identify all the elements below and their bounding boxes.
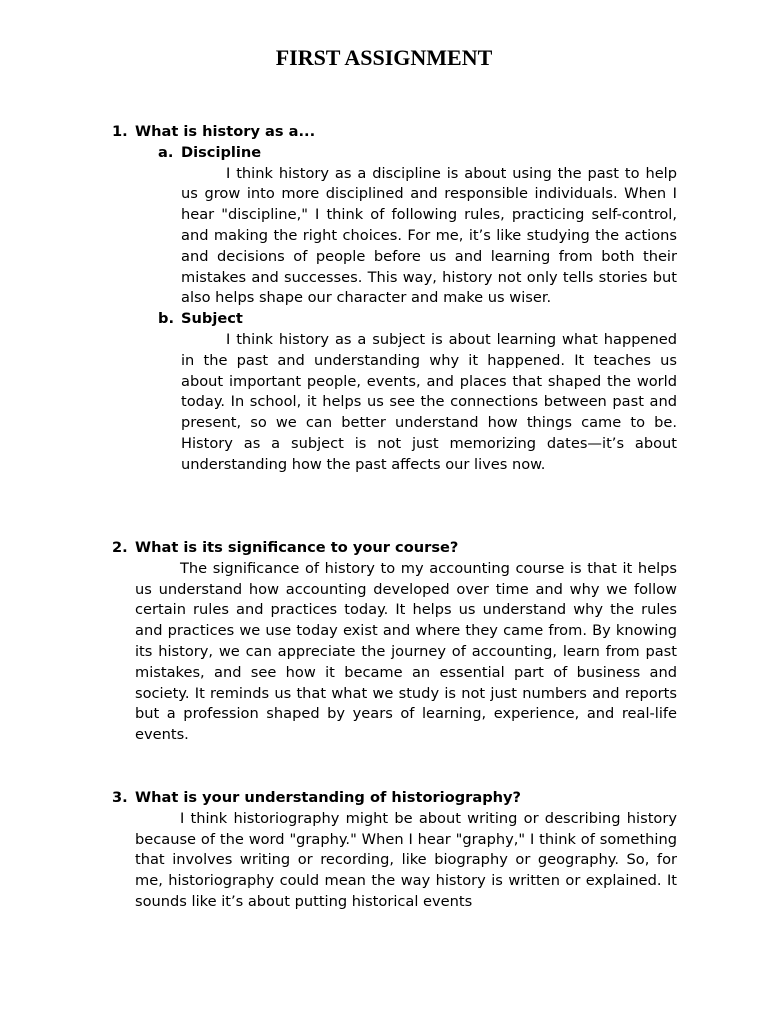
question-1	[112, 122, 677, 476]
question-3-paragraph: I think historiography might be about writing or describing history because of the word "graphy." When I hear "graphy," I think of something that involves writing or recording, like biography or geography. So, for me, historiography could mean the way history is written or explained. It sounds like it’s about putting historical events	[135, 809, 677, 910]
question-3-title: What is your understanding of historiography?	[135, 789, 522, 806]
question-1-title: What is history as a...	[135, 123, 316, 140]
subitem-a	[158, 143, 677, 309]
question-2-paragraph: The significance of history to my accounting course is that it helps us understand how accounting developed over time and why we follow certain rules and practices today. It helps us understand why the rules and practices we use today exist and where they came from. By knowing its history, we can appreciate the journey of accounting, learn from past mistakes, and see how it became an essential part of business and society. It reminds us that what we study is not just numbers and reports but a profession shaped by years of learning, experience, and real-life events.	[135, 559, 677, 744]
question-2	[112, 538, 677, 746]
subitem-b	[158, 309, 677, 475]
subitem-b-title: Subject	[181, 310, 243, 328]
subitem-b-paragraph: I think history as a subject is about learning what happened in the past and understanding why it happened. It teaches us about important people, events, and places that shaped the world today. In school, it helps us see the connections between past and present, so we can better understand how things came to be. History as a subject is not just memorizing dates—it’s about understanding how the past affects our lives now.	[181, 330, 677, 473]
question-2-title: What is its significance to your course?	[135, 539, 459, 556]
question-1-number: 1.	[112, 123, 128, 140]
question-3-number: 3.	[112, 789, 128, 806]
subitem-a-paragraph: I think history as a discipline is about using the past to help us grow into more disciplined and responsible individuals. When I hear "discipline," I think of following rules, practicing self-control, and making the right choices. For me, it’s like studying the actions and decisions of people before us and learning from both their mistakes and successes. This way, history not only tells stories but also helps shape our character and make us wiser.	[181, 164, 677, 307]
subitem-a-letter: a.	[158, 143, 174, 161]
question-3	[112, 788, 677, 913]
document-title: FIRST ASSIGNMENT	[275, 45, 493, 70]
subitem-b-heading	[158, 309, 677, 330]
subitem-a-heading	[158, 143, 677, 164]
question-2-heading	[112, 538, 677, 559]
question-1-heading	[112, 122, 677, 143]
subitem-b-letter: b.	[158, 310, 174, 328]
question-2-number: 2.	[112, 539, 128, 556]
question-3-heading	[112, 788, 677, 809]
subitem-a-title: Discipline	[181, 143, 262, 161]
